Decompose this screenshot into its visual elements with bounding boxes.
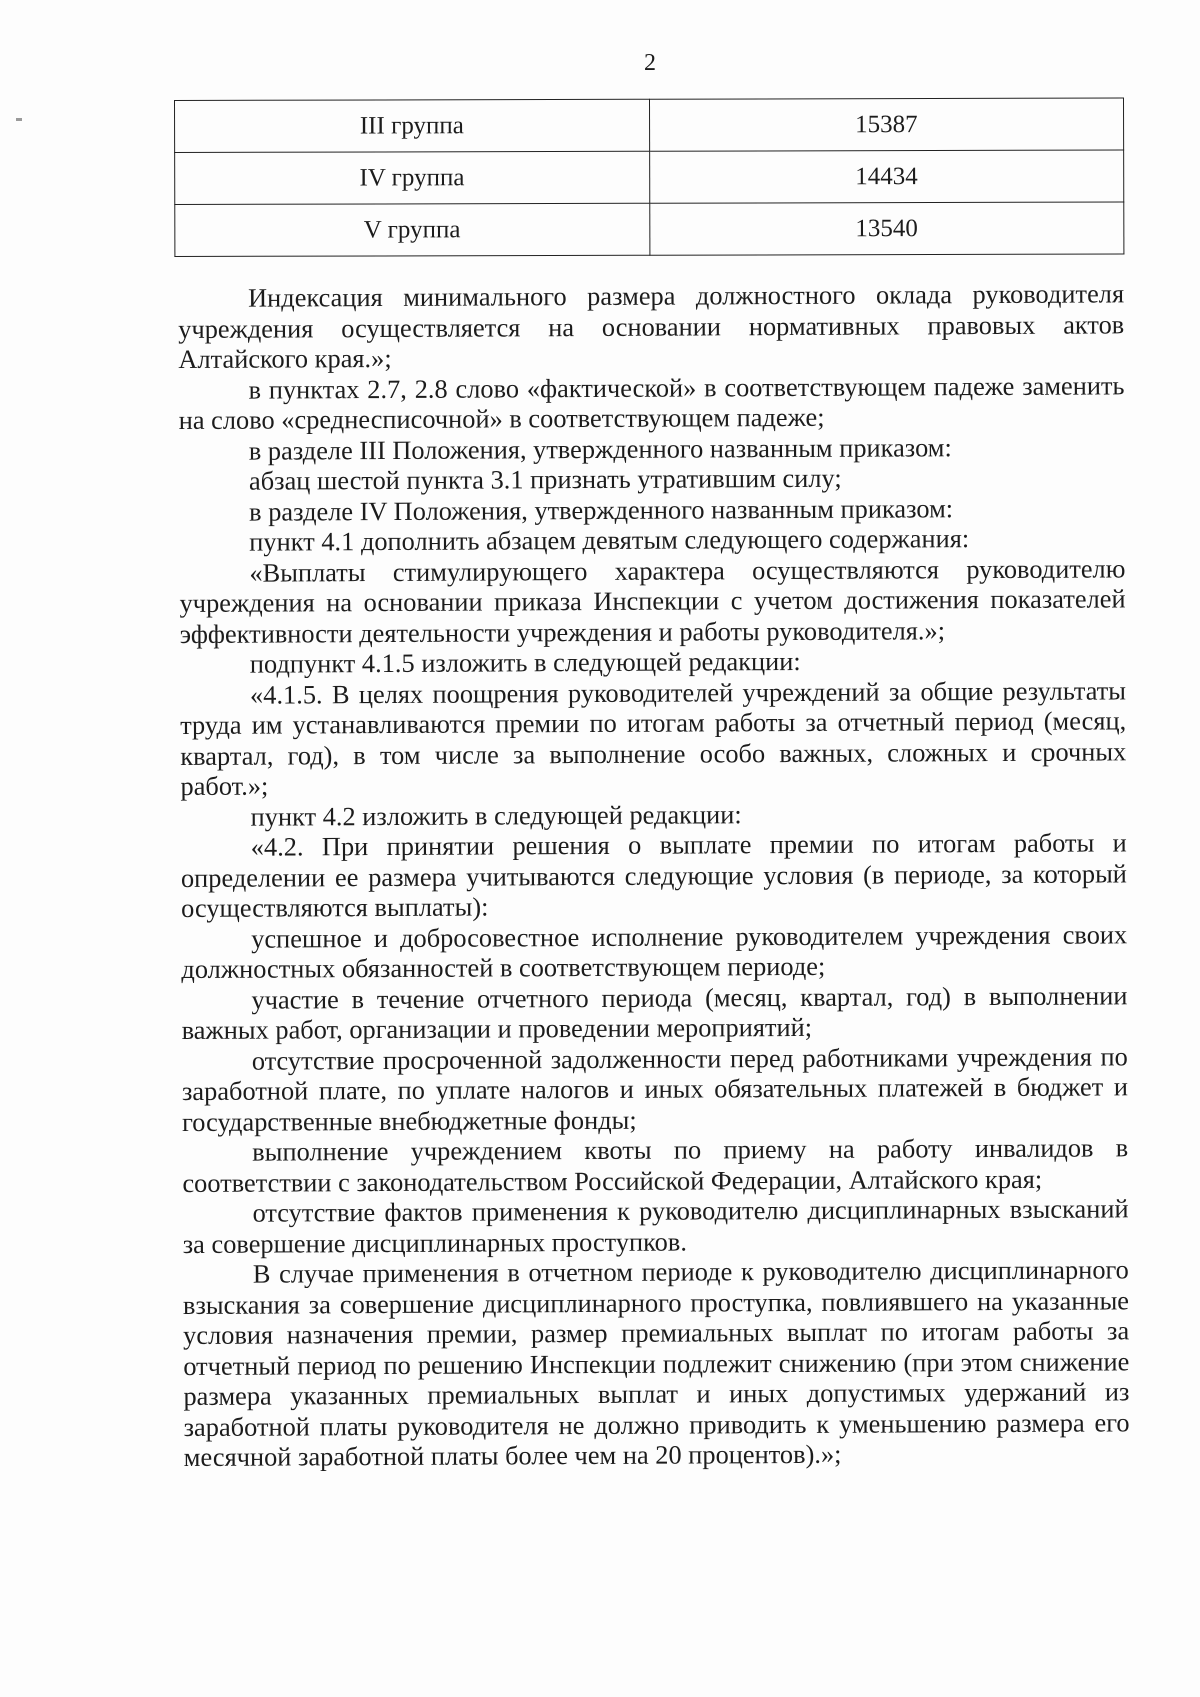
table-row [175, 150, 1124, 204]
paragraph: «Выплаты стимулирующего характера осуществляются руководителю учреждения на основании приказа Инспекции с учетом достижения показателей эффективности деятельности учреждения и работы руководителя.»; [179, 552, 1126, 649]
paragraph: «4.2. При принятии решения о выплате премии по итогам работы и определении ее размера учитываются следующие условия (в периоде, за который осуществляются выплаты): [180, 827, 1127, 923]
table-row [175, 202, 1124, 256]
paragraph: подпункт 4.1.5 изложить в следующей редакции: [249, 645, 801, 679]
group-cell: III группа [175, 99, 650, 152]
scan-margin-mark [16, 118, 22, 121]
value-cell: 14434 [649, 150, 1124, 203]
value-cell: 13540 [649, 202, 1124, 255]
group-cell: V группа [175, 203, 650, 256]
paragraph: в разделе III Положения, утвержденного названным приказом: [248, 431, 952, 466]
paragraph: «4.1.5. В целях поощрения руководителей учреждений за общие результаты труда им устанавливаются премии по итогам работы за отчетный период (месяц, квартал, год), в том числе за выполнение особо важных, сложных и срочных работ.»; [180, 674, 1127, 801]
paragraph: пункт 4.1 дополнить абзацем девятым следующего содержания: [249, 523, 970, 557]
paragraph: участие в течение отчетного периода (месяц, квартал, год) в выполнении важных работ, организации и проведении мероприятий; [181, 979, 1128, 1045]
paragraph: в пунктах 2.7, 2.8 слово «фактической» в соответствующем падеже заменить на слово «среднесписочной» в соответствующем падеже; [178, 369, 1125, 435]
paragraph: выполнение учреждением квоты по приему на работу инвалидов в соответствии с законодательством Российской Федерации, Алтайского края; [182, 1132, 1129, 1198]
document-body [178, 278, 1130, 1472]
value-cell: 15387 [649, 98, 1124, 151]
salary-group-table [174, 98, 1124, 257]
group-cell: IV группа [175, 151, 650, 204]
paragraph: успешное и добросовестное исполнение руководителем учреждения своих должностных обязанностей в соответствующем периоде; [181, 918, 1128, 984]
paragraph: отсутствие просроченной задолженности перед работниками учреждения по заработной плате, по уплате налогов и иных обязательных платежей в бюджет и государственные внебюджетные фонды; [181, 1040, 1129, 1137]
paragraph: Индексация минимального размера должностного оклада руководителя учреждения осуществляется на основании нормативных правовых актов Алтайского края.»; [178, 278, 1125, 374]
page-number: 2 [644, 50, 656, 76]
paragraph: В случае применения в отчетном периоде к руководителю дисциплинарного взыскания за совершение дисциплинарного проступка, повлиявшего на указанные условия назначения премии, размер премиальных выплат по итогам работы за отчетный период по решению Инспекции подлежит снижению (при этом снижение размера указанных премиальных выплат и иных допустимых удержаний из заработной платы руководителя не должно приводить к уменьшению размера его месячной заработной платы более чем на 20 процентов).»; [182, 1254, 1130, 1472]
paragraph: пункт 4.2 изложить в следующей редакции: [250, 798, 742, 832]
paragraph: в разделе IV Положения, утвержденного названным приказом: [249, 492, 954, 527]
paragraph: отсутствие фактов применения к руководителю дисциплинарных взысканий за совершение дисциплинарных проступков. [182, 1193, 1129, 1259]
paragraph: абзац шестой пункта 3.1 признать утратившим силу; [248, 462, 842, 496]
table-row [175, 98, 1124, 152]
